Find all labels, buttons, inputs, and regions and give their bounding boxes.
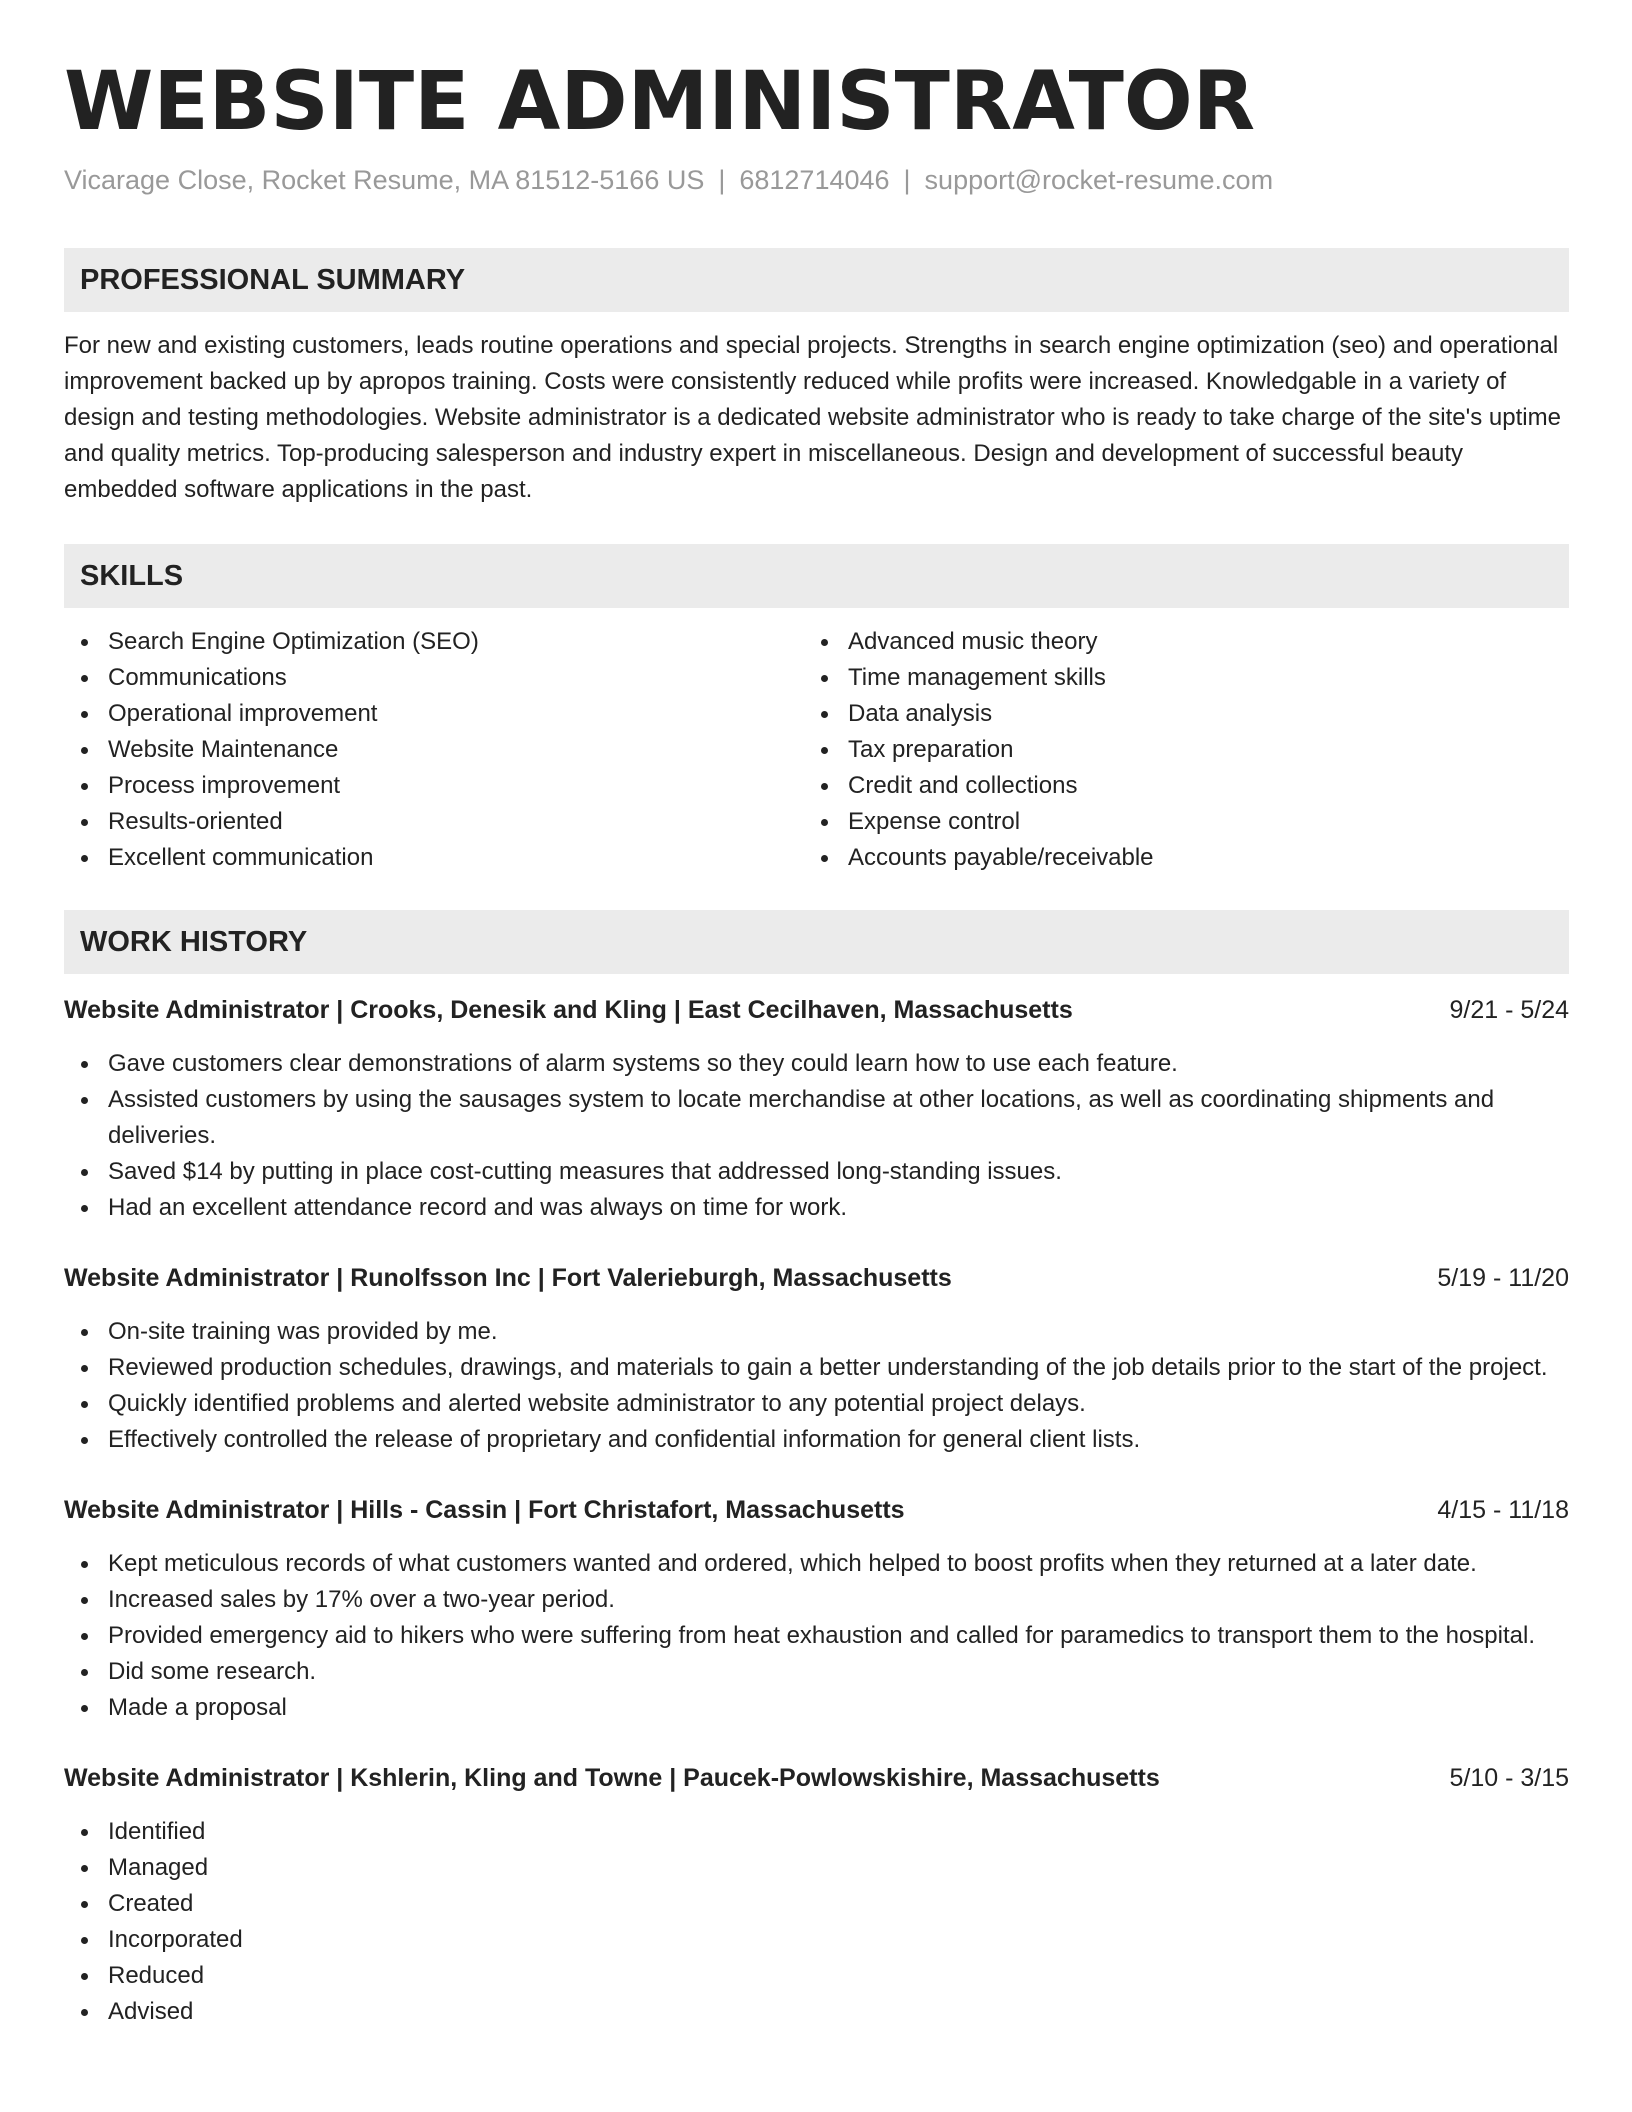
- job-bullet: Made a proposal: [64, 1690, 1569, 1726]
- job-entry: [64, 992, 1569, 1226]
- job-bullet: Reduced: [64, 1958, 1569, 1994]
- job-header: [64, 1492, 1569, 1528]
- job-bullet: Effectively controlled the release of proprietary and confidential information for general client lists.: [64, 1422, 1569, 1458]
- skill-item: Process improvement: [64, 768, 804, 804]
- job-bullets: [64, 1546, 1569, 1726]
- job-bullet: Reviewed production schedules, drawings, and materials to gain a better understanding of the job details prior to the start of the project.: [64, 1350, 1569, 1386]
- job-bullet: Increased sales by 17% over a two-year period.: [64, 1582, 1569, 1618]
- skills-list: [64, 624, 1569, 876]
- skill-item: Time management skills: [804, 660, 1544, 696]
- skills-column-right: [804, 624, 1544, 876]
- skill-item: Operational improvement: [64, 696, 804, 732]
- job-title: Website Administrator | Kshlerin, Kling and Towne | Paucek-Powlowskishire, Massachusetts: [64, 1764, 1160, 1792]
- job-bullet: Advised: [64, 1994, 1569, 2030]
- job-dates: 5/19 - 11/20: [1437, 1264, 1569, 1292]
- job-header: [64, 992, 1569, 1028]
- job-header: [64, 1260, 1569, 1296]
- job-title: Website Administrator | Crooks, Denesik and Kling | East Cecilhaven, Massachusetts: [64, 996, 1073, 1024]
- contact-separator: |: [718, 165, 726, 195]
- skill-item: Credit and collections: [804, 768, 1544, 804]
- job-bullet: Did some research.: [64, 1654, 1569, 1690]
- job-bullet: Quickly identified problems and alerted website administrator to any potential project delays.: [64, 1386, 1569, 1422]
- job-bullet: Saved $14 by putting in place cost-cutting measures that addressed long-standing issues.: [64, 1154, 1569, 1190]
- job-dates: 9/21 - 5/24: [1449, 996, 1569, 1024]
- skill-item: Website Maintenance: [64, 732, 804, 768]
- contact-line: [64, 162, 1569, 198]
- job-bullet: Had an excellent attendance record and was always on time for work.: [64, 1190, 1569, 1226]
- job-bullet: Kept meticulous records of what customers wanted and ordered, which helped to boost profits when they returned at a later date.: [64, 1546, 1569, 1582]
- job-bullet: Managed: [64, 1850, 1569, 1886]
- job-dates: 5/10 - 3/15: [1449, 1764, 1569, 1792]
- skills-column-left: [64, 624, 804, 876]
- summary-heading: PROFESSIONAL SUMMARY: [64, 248, 1569, 312]
- skill-item: Accounts payable/receivable: [804, 840, 1544, 876]
- resume-name: WEBSITE ADMINISTRATOR: [64, 55, 1256, 149]
- contact-phone: 6812714046: [739, 165, 890, 195]
- contact-email: support@rocket-resume.com: [924, 165, 1274, 195]
- skill-item: Advanced music theory: [804, 624, 1544, 660]
- contact-address: Vicarage Close, Rocket Resume, MA 81512-5166 US: [64, 165, 705, 195]
- job-dates: 4/15 - 11/18: [1437, 1496, 1569, 1524]
- job-bullet: Created: [64, 1886, 1569, 1922]
- job-header: [64, 1760, 1569, 1796]
- job-bullet: Identified: [64, 1814, 1569, 1850]
- job-bullet: Assisted customers by using the sausages system to locate merchandise at other locations, as well as coordinating shipments and deliveries.: [64, 1082, 1569, 1154]
- job-entry: [64, 1760, 1569, 2030]
- skill-item: Results-oriented: [64, 804, 804, 840]
- skill-item: Excellent communication: [64, 840, 804, 876]
- job-title: Website Administrator | Hills - Cassin | Fort Christafort, Massachusetts: [64, 1496, 905, 1524]
- contact-separator: |: [903, 165, 911, 195]
- skill-item: Data analysis: [804, 696, 1544, 732]
- job-entry: [64, 1492, 1569, 1726]
- job-bullets: [64, 1046, 1569, 1226]
- job-entry: [64, 1260, 1569, 1458]
- job-bullets: [64, 1814, 1569, 2030]
- job-bullet: On-site training was provided by me.: [64, 1314, 1569, 1350]
- job-bullet: Gave customers clear demonstrations of alarm systems so they could learn how to use each feature.: [64, 1046, 1569, 1082]
- work-history-heading: WORK HISTORY: [64, 910, 1569, 974]
- skill-item: Communications: [64, 660, 804, 696]
- job-bullets: [64, 1314, 1569, 1458]
- skill-item: Search Engine Optimization (SEO): [64, 624, 804, 660]
- job-bullet: Provided emergency aid to hikers who were suffering from heat exhaustion and called for paramedics to transport them to the hospital.: [64, 1618, 1569, 1654]
- job-title: Website Administrator | Runolfsson Inc | Fort Valerieburgh, Massachusetts: [64, 1264, 952, 1292]
- job-bullet: Incorporated: [64, 1922, 1569, 1958]
- skill-item: Expense control: [804, 804, 1544, 840]
- skill-item: Tax preparation: [804, 732, 1544, 768]
- skills-heading: SKILLS: [64, 544, 1569, 608]
- summary-text: For new and existing customers, leads routine operations and special projects. Strengths in search engine optimization (seo) and operational improvement backed up by apropos training. Costs were consistently reduced while profits were increased. Knowledgable in a variety of design and testing methodologies. Website administrator is a dedicated website administrator who is ready to take charge of the site's uptime and quality metrics. Top-producing salesperson and industry expert in miscellaneous. Design and development of successful beauty embedded software applications in the past.: [64, 332, 1561, 503]
